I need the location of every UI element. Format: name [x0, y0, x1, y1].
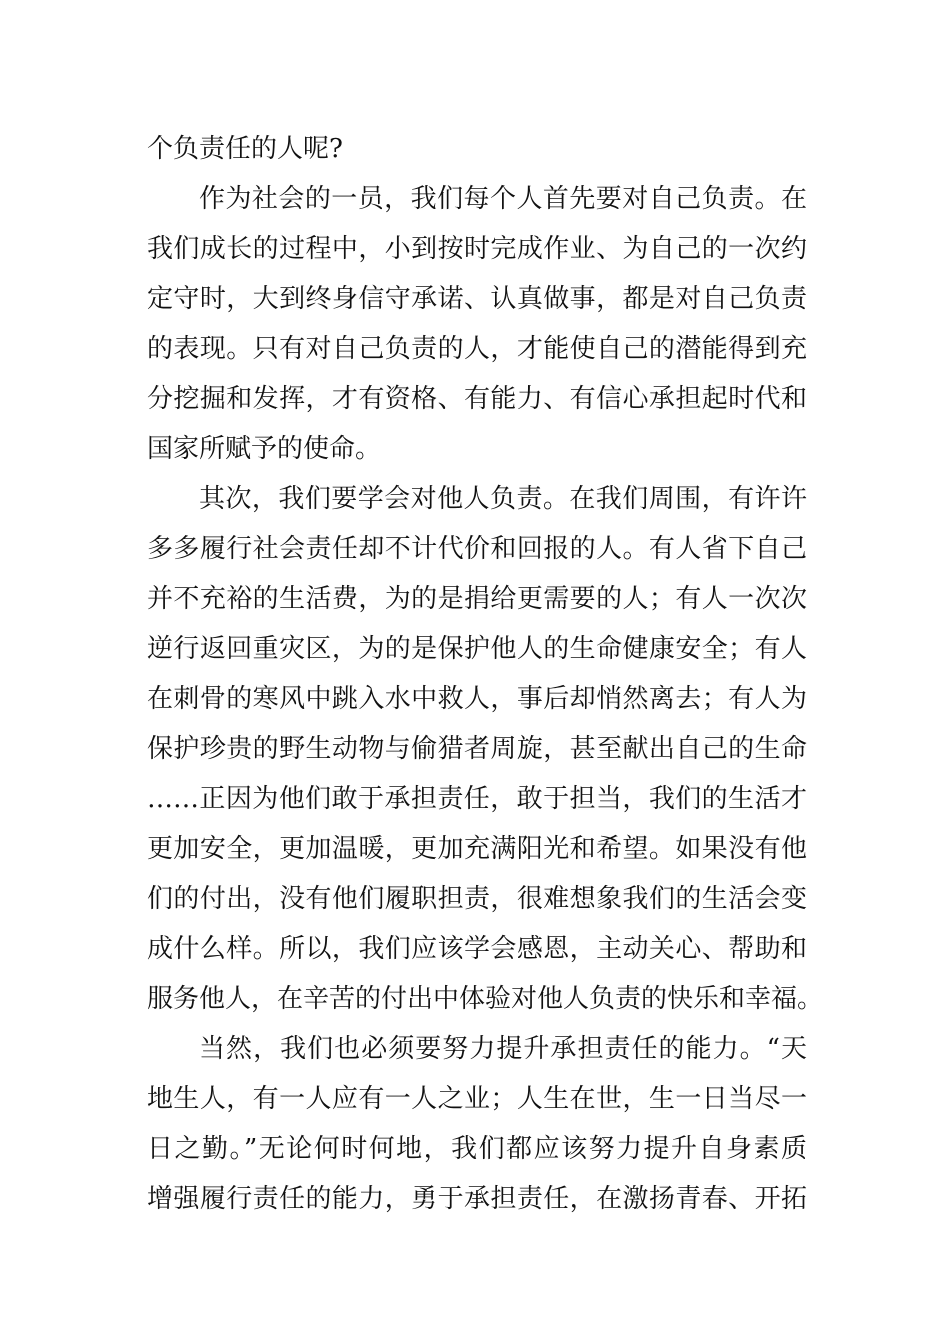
text-line-3: 我们成长的过程中，小到按时完成作业、为自己的一次约 — [147, 234, 807, 264]
text-line-20: 地生人，有一人应有一人之业；人生在世，生一日当尽一 — [147, 1084, 807, 1114]
text-line-5: 的表现。只有对自己负责的人，才能使自己的潜能得到充 — [147, 334, 807, 364]
text-line-22: 增强履行责任的能力，勇于承担责任，在激扬青春、开拓 — [147, 1184, 807, 1214]
text-line-18: 服务他人，在辛苦的付出中体验对他人负责的快乐和幸福。 — [147, 984, 824, 1014]
text-line-13: 保护珍贵的野生动物与偷猎者周旋，甚至献出自己的生命 — [147, 734, 807, 764]
text-line-16: 们的付出，没有他们履职担责，很难想象我们的生活会变 — [147, 884, 807, 914]
text-line-15: 更加安全，更加温暖，更加充满阳光和希望。如果没有他 — [147, 834, 807, 864]
text-line-1: 个负责任的人呢? — [147, 134, 343, 164]
text-line-12: 在刺骨的寒风中跳入水中救人，事后却悄然离去；有人为 — [147, 684, 807, 714]
text-line-21: 日之勤。”无论何时何地，我们都应该努力提升自身素质 — [147, 1134, 807, 1164]
text-line-2: 作为社会的一员，我们每个人首先要对自己负责。在 — [199, 184, 807, 214]
text-line-14: ……正因为他们敢于承担责任，敢于担当，我们的生活才 — [147, 784, 807, 814]
text-line-17: 成什么样。所以，我们应该学会感恩，主动关心、帮助和 — [147, 934, 807, 964]
text-line-7: 国家所赋予的使命。 — [147, 434, 382, 464]
text-line-9: 多多履行社会责任却不计代价和回报的人。有人省下自己 — [147, 534, 807, 564]
text-line-6: 分挖掘和发挥，才有资格、有能力、有信心承担起时代和 — [147, 384, 807, 414]
text-line-19: 当然，我们也必须要努力提升承担责任的能力。“天 — [199, 1034, 807, 1064]
text-line-11: 逆行返回重灾区，为的是保护他人的生命健康安全；有人 — [147, 634, 807, 664]
text-line-4: 定守时，大到终身信守承诺、认真做事，都是对自己负责 — [147, 284, 807, 314]
text-line-8: 其次，我们要学会对他人负责。在我们周围，有许许 — [199, 484, 807, 514]
text-line-10: 并不充裕的生活费，为的是捐给更需要的人；有人一次次 — [147, 584, 807, 614]
